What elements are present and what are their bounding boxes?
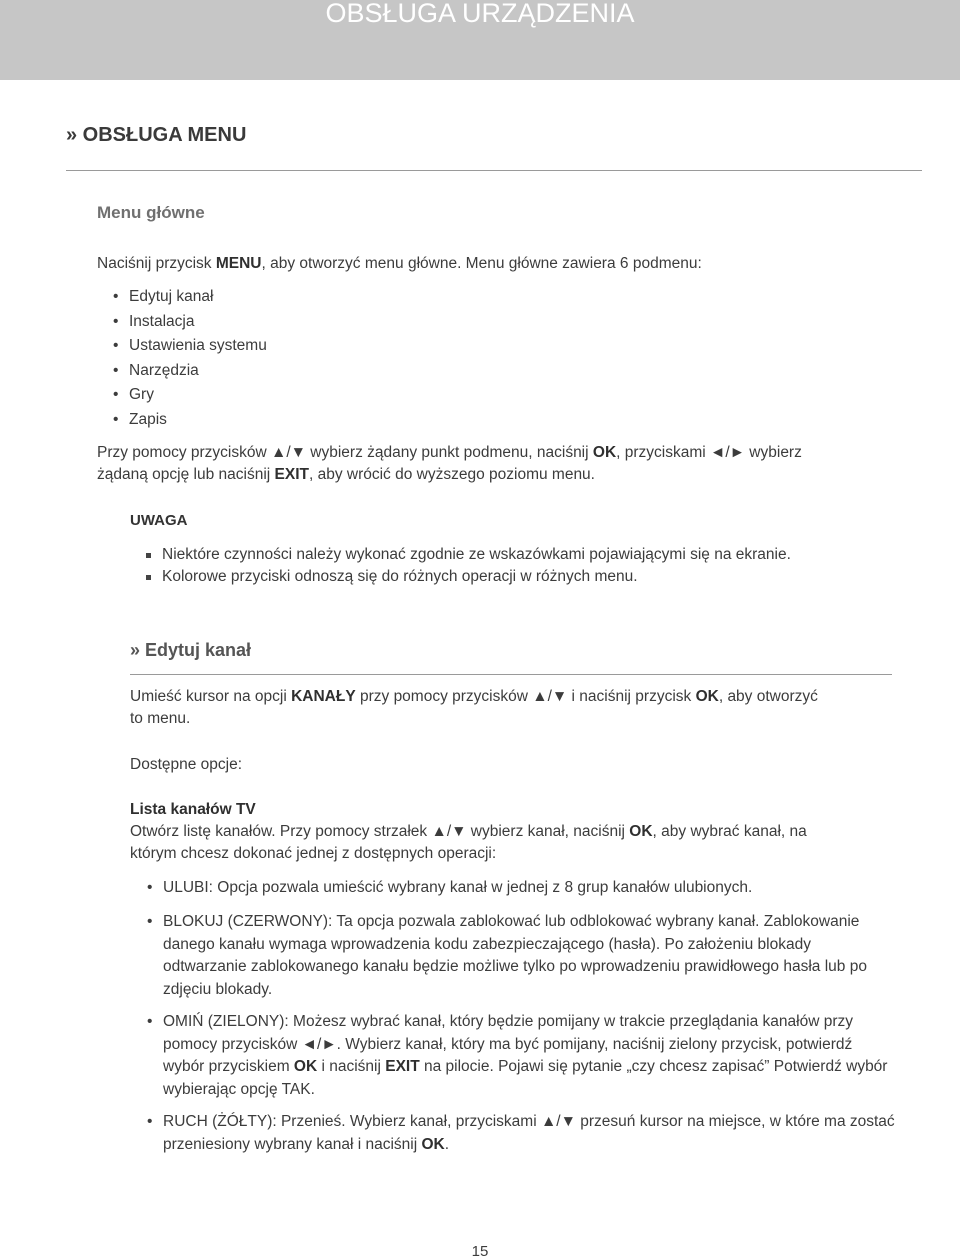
option-list-ulubi (147, 877, 897, 900)
edit-channel-intro: Umieść kursor na opcji KANAŁY przy pomocy przycisków ▲/▼ i naciśnij przycisk OK, aby otworzyć to menu. (130, 688, 818, 727)
list-item: Kolorowe przyciski odnoszą się do różnych operacji w różnych menu. (146, 566, 791, 588)
bullet-icon: • (147, 879, 153, 896)
tv-channel-list-description: Otwórz listę kanałów. Przy pomocy strzałek ▲/▼ wybierz kanał, naciśnij OK, aby wybrać kanał, na którym chcesz dokonać jednej z dostępnych operacji: (130, 823, 807, 862)
list-item: • OMIŃ (ZIELONY): Możesz wybrać kanał, który będzie pomijany w trakcie przeglądania kanałów przy pomocy przycisków ◄/►. Wybierz kanał, który ma być pomijany, naciśnij zielony przycisk, potwierdź wybór przyciskiem OK i naciśnij EXIT na pilocie. Pojawi się pytanie „czy chcesz zapisać” Potwierdź wybór wybierając opcję TAK. (147, 1013, 888, 1098)
square-bullet-icon (146, 553, 151, 558)
list-item: • ULUBI: Opcja pozwala umieścić wybrany kanał w jednej z 8 grup kanałów ulubionych. (147, 877, 897, 900)
navigation-instructions: Przy pomocy przycisków ▲/▼ wybierz żądany punkt podmenu, naciśnij OK, przyciskami ◄/► wybierz żądaną opcję lub naciśnij EXIT, aby wrócić do wyższego poziomu menu. (97, 444, 802, 483)
bullet-icon: • (113, 410, 119, 428)
submenu-list (113, 286, 267, 434)
tv-channel-list-title: Lista kanałów TV (130, 801, 256, 818)
list-item: • Zapis (113, 409, 267, 434)
note-list (146, 544, 791, 588)
bullet-icon: • (147, 1013, 153, 1030)
menu-intro: Naciśnij przycisk MENU, aby otworzyć menu główne. Menu główne zawiera 6 podmenu: (97, 255, 702, 272)
section-divider (66, 170, 922, 171)
section-title: » OBSŁUGA MENU (66, 124, 247, 146)
bullet-icon: • (147, 1113, 153, 1130)
edit-channel-title: » Edytuj kanał (130, 640, 252, 660)
option-list-ruch (147, 1111, 897, 1156)
bullet-icon: • (147, 913, 153, 930)
list-item: • Instalacja (113, 311, 267, 336)
bullet-icon: • (113, 337, 119, 355)
edit-channel-divider (130, 674, 892, 675)
list-item: • BLOKUJ (CZERWONY): Ta opcja pozwala zablokować lub odblokować wybrany kanał. Zablokowanie danego kanału wymaga wprowadzenia kodu zabezpieczającego (hasła). Po założeniu blokady odtwarzanie zablokowanego kanału będzie możliwe tylko po wprowadzeniu prawidłowego hasła lub po zdjęciu blokady. (147, 913, 867, 998)
bullet-icon: • (113, 312, 119, 330)
page-number: 15 (471, 1243, 489, 1260)
bullet-icon: • (113, 386, 119, 404)
list-item: • Gry (113, 384, 267, 409)
subsection-title: Menu główne (97, 203, 205, 222)
list-item: Niektóre czynności należy wykonać zgodnie ze wskazówkami pojawiającymi się na ekranie. (146, 544, 791, 566)
list-item: • RUCH (ŻÓŁTY): Przenieś. Wybierz kanał, przyciskami ▲/▼ przesuń kursor na miejsce, w które ma zostać przeniesiony wybrany kanał i naciśnij OK. (147, 1113, 895, 1153)
available-options: Dostępne opcje: (130, 756, 243, 773)
list-item: • Edytuj kanał (113, 286, 267, 311)
bullet-icon: • (113, 288, 119, 305)
header-bar (0, 0, 960, 80)
bullet-icon: • (113, 361, 119, 379)
square-bullet-icon (146, 575, 151, 580)
note-title: UWAGA (130, 512, 188, 529)
list-item: • Narzędzia (113, 360, 267, 385)
page-title: OBSŁUGA URZĄDZENIA (325, 0, 635, 28)
option-list-omin (147, 1011, 897, 1101)
option-list-blokuj (147, 911, 897, 1001)
list-item: • Ustawienia systemu (113, 335, 267, 360)
